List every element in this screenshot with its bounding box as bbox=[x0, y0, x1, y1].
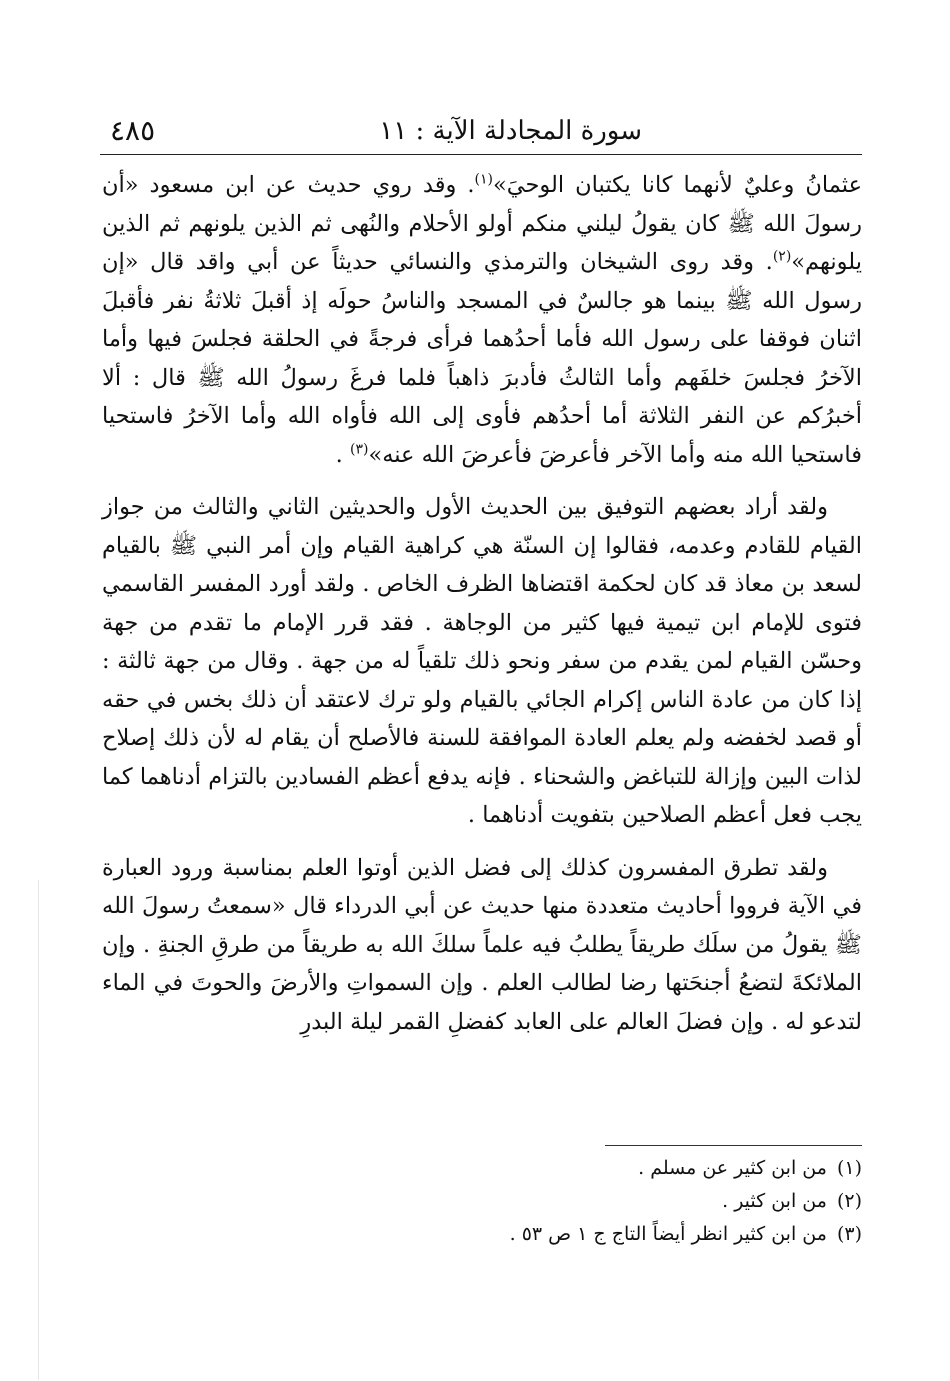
footnote-text: من ابن كثير عن مسلم . bbox=[638, 1157, 827, 1179]
scan-edge-mark bbox=[38, 880, 39, 1380]
page-header bbox=[100, 112, 862, 155]
paragraph-1-part-2: . وقد روي حديث عن ابن مسعود «أن رسولَ الله ﷺ كان يقولُ ليلني منكم أولو الأحلام والنُهى ثم الذين يلونهم ثم الذين يلونهم» bbox=[102, 172, 862, 275]
footnote-text: من ابن كثير . bbox=[722, 1190, 827, 1212]
running-title: سورة المجادلة الآية : ١١ bbox=[379, 116, 642, 146]
footnote-ref-2: (٢) bbox=[772, 248, 792, 265]
footnote-1 bbox=[300, 1152, 862, 1185]
footnote-text: من ابن كثير انظر أيضاً التاج ج ١ ص ٥٣ . bbox=[509, 1223, 827, 1245]
footnote-divider bbox=[605, 1145, 862, 1146]
footnote-number: (٢) bbox=[836, 1190, 862, 1212]
footnote-number: (١) bbox=[836, 1157, 862, 1179]
page-number: ٤٨٥ bbox=[110, 114, 156, 147]
paragraph-1-part-4: . bbox=[335, 441, 350, 468]
footnote-ref-3: (٣) bbox=[349, 441, 369, 457]
footnotes bbox=[300, 1152, 862, 1251]
footnote-number: (٣) bbox=[836, 1223, 862, 1245]
paragraph-1 bbox=[102, 166, 862, 474]
footnote-2 bbox=[300, 1185, 862, 1218]
paragraph-3: ولقد تطرق المفسرون كذلك إلى فضل الذين أوتوا العلم بمناسبة ورود العبارة في الآية فرووا أحاديث متعددة منها حديث عن أبي الدرداء قال «سمعتُ رسولَ الله ﷺ يقولُ من سلَك طريقاً يطلبُ فيه علماً سلكَ الله به طريقاً من طرقِ الجنةِ . وإن الملائكةَ لتضعُ أجنحَتها رضا لطالب العلم . وإن السمواتِ والأرضَ والحوتَ في الماء لتدعو له . وإن فضلَ العالم على العابد كفضلِ القمر ليلة البدرِ bbox=[102, 854, 862, 1035]
main-text bbox=[102, 166, 862, 1041]
paragraph-1-part-1: عثمانُ وعليٌ لأنهما كانا يكتبان الوحيَ» bbox=[492, 172, 862, 198]
footnote-ref-1: (١) bbox=[474, 171, 493, 188]
footnote-3 bbox=[300, 1218, 862, 1251]
paragraph-2: ولقد أراد بعضهم التوفيق بين الحديث الأول والحديثين الثاني والثالث من جواز القيام للقادم وعدمه، فقالوا إن السنّة هي كراهية القيام وإن أمر النبي ﷺ بالقيام لسعد بن معاذ قد كان لحكمة اقتضاها الظرف الخاص . ولقد أورد المفسر القاسمي فتوى للإمام ابن تيمية فيها كثير من الوجاهة . فقد قرر الإمام ما تقدم من جهة وحسّن القيام لمن يقدم من سفر ونحو ذلك تلقياً له من جهة . وقال من جهة ثالثة : إذا كان من عادة الناس إكرام الجائي بالقيام ولو ترك لاعتقد أن ذلك بخس في حقه أو قصد لخفضه ولم يعلم العادة الموافقة للسنة فالأصلح أن يقام له لأن ذلك إصلاح لذات البين وإزالة للتباغض والشحناء . فإنه يدفع أعظم الفسادين بالتزام أدناهما كما يجب فعل أعظم الصلاحين بتفويت أدناهما . bbox=[102, 494, 862, 828]
paragraph-1-part-3: . وقد روى الشيخان والترمذي والنسائي حديثاً عن أبي واقد قال «إن رسول الله ﷺ بينما هو جالسٌ في المسجد والناسُ حولَه إذ أقبلَ ثلاثةُ نفر فأقبلَ اثنان فوقفا على رسول الله فأما أحدُهما فرأى فرجةً في الحلقة فجلسَ فيها وأما الآخرُ فجلسَ خلفَهم وأما الثالثُ فأدبرَ ذاهباً فلما فرغَ رسولُ الله ﷺ قال : ألا أخبرُكم عن النفر الثلاثة أما أحدُهم فأوى إلى الله فأواه الله وأما الآخرُ فاستحيا فاستحيا الله منه وأما الآخر فأعرضَ فأعرضَ الله عنه» bbox=[102, 249, 862, 468]
